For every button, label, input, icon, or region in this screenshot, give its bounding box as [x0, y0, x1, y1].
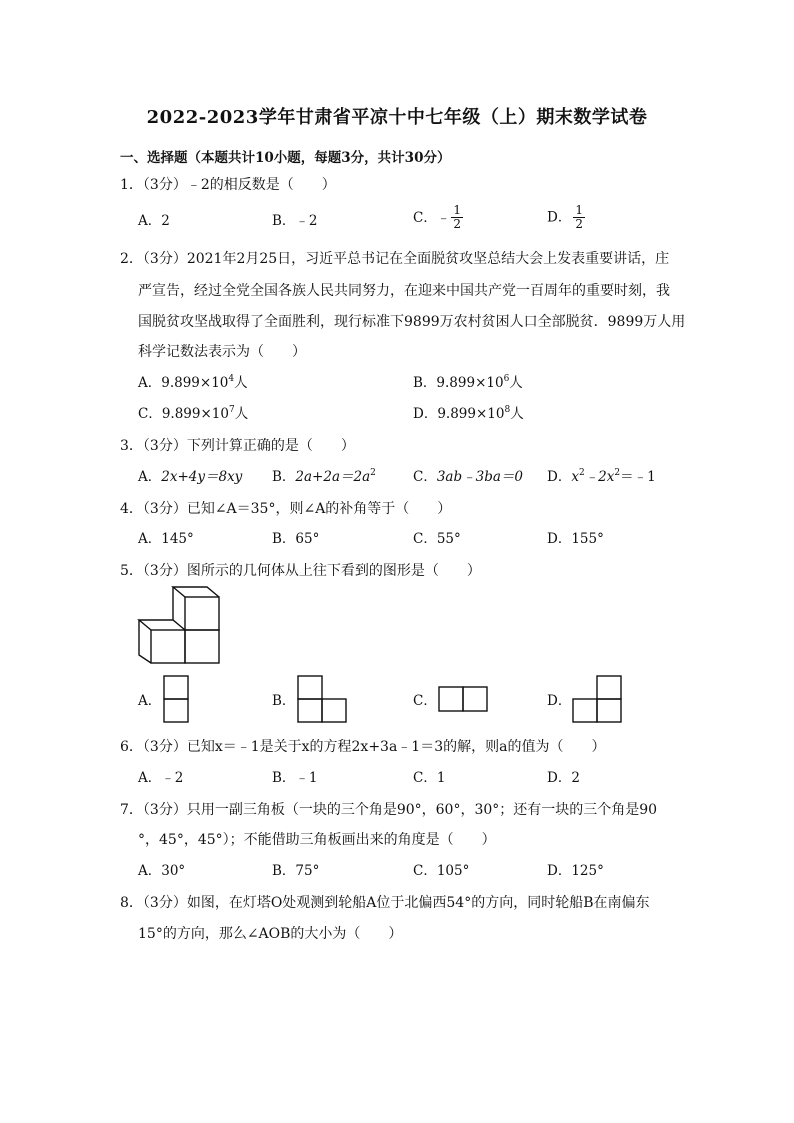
q5-option-b-figure	[297, 675, 349, 725]
q3-option-d-exponent-1: 2	[578, 467, 585, 478]
q2-option-d-base: D．9.899×10	[413, 406, 505, 422]
q1-option-b: B．﹣2	[272, 213, 318, 229]
q3-option-b-label: B．	[272, 469, 296, 485]
q4-option-a: A．145°	[138, 531, 194, 547]
q2-option-b	[413, 374, 523, 392]
q3-option-a-expression: 2x+4y＝8xy	[161, 469, 243, 485]
q3-option-c-label: C．	[413, 469, 437, 485]
q5-option-d-figure	[572, 675, 624, 725]
q1-option-c	[413, 204, 463, 231]
q3-option-d-result: ＝﹣1	[620, 469, 656, 485]
q2-option-c	[138, 405, 248, 423]
q3-option-b-expression: 2a+2a＝2a	[295, 469, 371, 485]
question-7-line-2: °，45°，45°）；不能借助三角板画出来的角度是（ ）	[138, 832, 496, 848]
question-4-stem: 4．（3分）已知∠A＝35°，则∠A的补角等于（ ）	[120, 501, 452, 517]
q3-option-d-term-2: ﹣2x	[584, 469, 615, 485]
q5-option-a-figure	[163, 675, 189, 725]
page-title: 2022-2023学年甘肃省平凉十中七年级（上）期末数学试卷	[146, 107, 648, 128]
q4-option-b: B．65°	[272, 531, 320, 547]
q2-option-c-unit: 人	[234, 406, 249, 422]
q2-option-a-exponent: 4	[228, 373, 235, 384]
q3-option-c-expression: 3ab﹣3ba＝0	[436, 469, 523, 485]
q3-option-b	[272, 468, 376, 486]
question-2-line-4: 科学记数法表示为（ ）	[138, 344, 306, 360]
q5-option-b: B．	[272, 693, 296, 709]
q1-option-c-label: C．﹣	[413, 209, 451, 226]
q7-option-c: C．105°	[413, 863, 470, 879]
q2-option-b-base: B．9.899×10	[413, 375, 504, 391]
q2-option-a-unit: 人	[234, 375, 248, 391]
question-2-line-2: 严宣告，经过全党全国各族人民共同努力，在迎来中国共产党一百周年的重要时刻，我	[138, 283, 670, 299]
q3-option-d-label: D．	[547, 469, 572, 485]
question-1-stem: 1．（3分）﹣2的相反数是（ ）	[120, 177, 336, 193]
q3-option-c	[413, 468, 523, 486]
q2-option-b-exponent: 6	[503, 373, 510, 384]
q6-option-b: B．﹣1	[272, 770, 318, 786]
q2-option-d-exponent: 8	[504, 404, 511, 415]
cube-solid-figure	[133, 582, 225, 668]
q6-option-c: C．1	[413, 770, 446, 786]
q5-option-c-figure	[438, 686, 490, 714]
q1-option-d-fraction	[573, 204, 585, 231]
fraction-numerator: 1	[453, 203, 461, 217]
q7-option-d: D．125°	[547, 863, 604, 879]
q3-option-d	[547, 468, 656, 486]
q5-option-c: C．	[413, 693, 437, 709]
question-7-line-1: 7．（3分）只用一副三角板（一块的三个角是90°，60°，30°；还有一块的三个角是90	[120, 802, 658, 818]
fraction-numerator: 1	[575, 203, 583, 217]
question-3-stem: 3．（3分）下列计算正确的是（ ）	[120, 438, 355, 454]
question-6-stem: 6．（3分）已知x＝﹣1是关于x的方程2x+3a﹣1＝3的解，则a的值为（ ）	[120, 739, 606, 755]
q5-option-a: A．	[138, 693, 162, 709]
fraction-denominator: 2	[575, 217, 583, 231]
question-8-line-2: 15°的方向，那么∠AOB的大小为（ ）	[138, 926, 403, 942]
q3-option-a-label: A．	[138, 469, 162, 485]
q5-option-d: D．	[547, 693, 572, 709]
q1-option-d	[547, 204, 585, 231]
question-2-line-1: 2．（3分）2021年2月25日，习近平总书记在全面脱贫攻坚总结大会上发表重要讲话，庄	[120, 251, 670, 267]
q6-option-d: D．2	[547, 770, 580, 786]
q1-option-a: A．2	[138, 213, 170, 229]
q1-option-c-fraction	[451, 204, 463, 231]
q3-option-b-exponent: 2	[370, 467, 376, 478]
q3-option-d-term-1: x	[571, 469, 579, 485]
q2-option-c-exponent: 7	[228, 404, 235, 415]
q7-option-b: B．75°	[272, 863, 320, 879]
q7-option-a: A．30°	[138, 863, 186, 879]
q2-option-a-base: A．9.899×10	[138, 375, 229, 391]
q4-option-d: D．155°	[547, 531, 604, 547]
q2-option-a	[138, 374, 248, 392]
q3-option-a	[138, 468, 242, 486]
q2-option-d	[413, 405, 524, 423]
q2-option-d-unit: 人	[510, 406, 524, 422]
q2-option-c-base: C．9.899×10	[138, 406, 229, 422]
q2-option-b-unit: 人	[509, 375, 523, 391]
q4-option-c: C．55°	[413, 531, 461, 547]
question-5-stem: 5．（3分）图所示的几何体从上往下看到的图形是（ ）	[120, 563, 481, 579]
question-8-line-1: 8．（3分）如图，在灯塔O处观测到轮船A位于北偏西54°的方向，同时轮船B在南偏东	[120, 895, 650, 911]
section-heading: 一、选择题（本题共计10小题，每题3分，共计30分）	[120, 150, 451, 166]
fraction-denominator: 2	[453, 217, 461, 231]
q6-option-a: A．﹣2	[138, 770, 184, 786]
q3-option-d-exponent-2: 2	[614, 467, 621, 478]
question-2-line-3: 国脱贫攻坚战取得了全面胜利，现行标准下9899万农村贫困人口全部脱贫．9899万人用	[138, 314, 686, 330]
q1-option-d-label: D．	[547, 209, 572, 226]
